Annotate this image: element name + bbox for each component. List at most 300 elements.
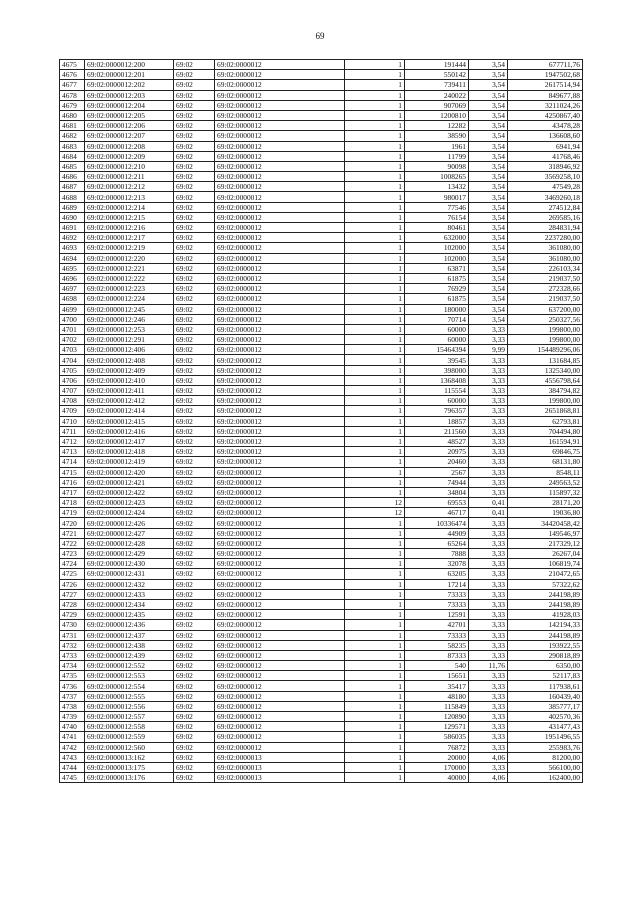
specific-value-cell: 3,33 — [469, 467, 508, 477]
table-row — [60, 355, 583, 365]
cadastral-number-cell: 69:02:0000012:246 — [85, 314, 174, 324]
table-row — [60, 70, 583, 80]
area-cell: 2567 — [405, 467, 469, 477]
row-number-cell: 4691 — [60, 223, 85, 233]
cadastral-quarter-cell: 69:02:0000012 — [215, 406, 345, 416]
cadastral-quarter-cell: 69:02:0000012 — [215, 243, 345, 253]
specific-value-cell: 3,33 — [469, 569, 508, 579]
cadastral-number-cell: 69:02:0000012:558 — [85, 722, 174, 732]
count-cell: 1 — [345, 151, 405, 161]
cadastral-value-cell: 106819,74 — [508, 559, 583, 569]
cadastral-number-cell: 69:02:0000012:221 — [85, 263, 174, 273]
table-row — [60, 131, 583, 141]
cadastral-number-cell: 69:02:0000012:430 — [85, 559, 174, 569]
cadastral-value-cell: 244198,89 — [508, 630, 583, 640]
table-row — [60, 141, 583, 151]
cadastral-number-cell: 69:02:0000012:217 — [85, 233, 174, 243]
district-code-cell: 69:02 — [174, 314, 215, 324]
cadastral-value-cell: 19036,80 — [508, 508, 583, 518]
count-cell: 1 — [345, 549, 405, 559]
count-cell: 1 — [345, 335, 405, 345]
row-number-cell: 4722 — [60, 538, 85, 548]
table-row — [60, 549, 583, 559]
count-cell: 1 — [345, 263, 405, 273]
row-number-cell: 4735 — [60, 671, 85, 681]
count-cell: 12 — [345, 508, 405, 518]
count-cell: 1 — [345, 640, 405, 650]
area-cell: 20460 — [405, 457, 469, 467]
cadastral-number-cell: 69:02:0000012:439 — [85, 650, 174, 660]
count-cell: 1 — [345, 100, 405, 110]
district-code-cell: 69:02 — [174, 640, 215, 650]
row-number-cell: 4698 — [60, 294, 85, 304]
area-cell: 191444 — [405, 60, 469, 70]
count-cell: 1 — [345, 121, 405, 131]
cadastral-value-cell: 115897,32 — [508, 487, 583, 497]
cadastral-value-cell: 193922,55 — [508, 640, 583, 650]
cadastral-number-cell: 69:02:0000012:224 — [85, 294, 174, 304]
specific-value-cell: 3,54 — [469, 243, 508, 253]
count-cell: 1 — [345, 447, 405, 457]
count-cell: 1 — [345, 426, 405, 436]
row-number-cell: 4705 — [60, 365, 85, 375]
cadastral-value-cell: 217329,12 — [508, 538, 583, 548]
cadastral-quarter-cell: 69:02:0000012 — [215, 365, 345, 375]
cadastral-quarter-cell: 69:02:0000012 — [215, 416, 345, 426]
table-row — [60, 518, 583, 528]
count-cell: 1 — [345, 569, 405, 579]
cadastral-quarter-cell: 69:02:0000012 — [215, 182, 345, 192]
area-cell: 65264 — [405, 538, 469, 548]
table-row — [60, 610, 583, 620]
cadastral-quarter-cell: 69:02:0000012 — [215, 273, 345, 283]
area-cell: 7888 — [405, 549, 469, 559]
specific-value-cell: 3,33 — [469, 610, 508, 620]
cadastral-quarter-cell: 69:02:0000012 — [215, 90, 345, 100]
count-cell: 1 — [345, 406, 405, 416]
count-cell: 1 — [345, 467, 405, 477]
specific-value-cell: 3,33 — [469, 599, 508, 609]
area-cell: 540 — [405, 661, 469, 671]
cadastral-quarter-cell: 69:02:0000012 — [215, 671, 345, 681]
district-code-cell: 69:02 — [174, 487, 215, 497]
count-cell: 1 — [345, 650, 405, 660]
row-number-cell: 4737 — [60, 691, 85, 701]
district-code-cell: 69:02 — [174, 212, 215, 222]
row-number-cell: 4675 — [60, 60, 85, 70]
row-number-cell: 4699 — [60, 304, 85, 314]
cadastral-value-cell: 637200,00 — [508, 304, 583, 314]
row-number-cell: 4742 — [60, 742, 85, 752]
table-row — [60, 324, 583, 334]
specific-value-cell: 3,33 — [469, 386, 508, 396]
cadastral-value-cell: 1325340,00 — [508, 365, 583, 375]
cadastral-number-cell: 69:02:0000012:438 — [85, 640, 174, 650]
table-row — [60, 579, 583, 589]
cadastral-value-cell: 161594,91 — [508, 436, 583, 446]
cadastral-value-cell: 117938,61 — [508, 681, 583, 691]
cadastral-number-cell: 69:02:0000012:207 — [85, 131, 174, 141]
cadastral-number-cell: 69:02:0000012:216 — [85, 223, 174, 233]
count-cell: 1 — [345, 712, 405, 722]
district-code-cell: 69:02 — [174, 762, 215, 772]
cadastral-value-cell: 28171,20 — [508, 498, 583, 508]
cadastral-value-cell: 52117,83 — [508, 671, 583, 681]
cadastral-number-cell: 69:02:0000012:201 — [85, 70, 174, 80]
area-cell: 102000 — [405, 253, 469, 263]
district-code-cell: 69:02 — [174, 518, 215, 528]
table-row — [60, 426, 583, 436]
count-cell: 1 — [345, 131, 405, 141]
area-cell: 102000 — [405, 243, 469, 253]
table-row — [60, 121, 583, 131]
count-cell: 1 — [345, 661, 405, 671]
count-cell: 1 — [345, 284, 405, 294]
district-code-cell: 69:02 — [174, 559, 215, 569]
area-cell: 10336474 — [405, 518, 469, 528]
cadastral-quarter-cell: 69:02:0000012 — [215, 549, 345, 559]
district-code-cell: 69:02 — [174, 141, 215, 151]
cadastral-quarter-cell: 69:02:0000012 — [215, 100, 345, 110]
district-code-cell: 69:02 — [174, 436, 215, 446]
cadastral-quarter-cell: 69:02:0000012 — [215, 263, 345, 273]
area-cell: 1961 — [405, 141, 469, 151]
district-code-cell: 69:02 — [174, 569, 215, 579]
cadastral-value-cell: 199800,00 — [508, 335, 583, 345]
cadastral-value-cell: 57322,62 — [508, 579, 583, 589]
count-cell: 1 — [345, 355, 405, 365]
area-cell: 180000 — [405, 304, 469, 314]
cadastral-quarter-cell: 69:02:0000012 — [215, 538, 345, 548]
area-cell: 73333 — [405, 589, 469, 599]
area-cell: 18857 — [405, 416, 469, 426]
cadastral-number-cell: 69:02:0000012:411 — [85, 386, 174, 396]
specific-value-cell: 3,33 — [469, 518, 508, 528]
district-code-cell: 69:02 — [174, 355, 215, 365]
cadastral-quarter-cell: 69:02:0000012 — [215, 599, 345, 609]
cadastral-quarter-cell: 69:02:0000012 — [215, 253, 345, 263]
area-cell: 61875 — [405, 273, 469, 283]
area-cell: 60000 — [405, 396, 469, 406]
table-row — [60, 284, 583, 294]
specific-value-cell: 3,33 — [469, 426, 508, 436]
count-cell: 1 — [345, 172, 405, 182]
row-number-cell: 4684 — [60, 151, 85, 161]
cadastral-value-cell: 219037,50 — [508, 294, 583, 304]
area-cell: 38590 — [405, 131, 469, 141]
table-row — [60, 304, 583, 314]
row-number-cell: 4709 — [60, 406, 85, 416]
specific-value-cell: 3,54 — [469, 212, 508, 222]
cadastral-value-cell: 272328,66 — [508, 284, 583, 294]
district-code-cell: 69:02 — [174, 599, 215, 609]
area-cell: 15464394 — [405, 345, 469, 355]
cadastral-value-cell: 4556798,64 — [508, 375, 583, 385]
cadastral-quarter-cell: 69:02:0000012 — [215, 284, 345, 294]
area-cell: 48527 — [405, 436, 469, 446]
specific-value-cell: 3,33 — [469, 589, 508, 599]
area-cell: 73333 — [405, 599, 469, 609]
table-row — [60, 110, 583, 120]
area-cell: 115849 — [405, 701, 469, 711]
table-row — [60, 314, 583, 324]
row-number-cell: 4729 — [60, 610, 85, 620]
district-code-cell: 69:02 — [174, 538, 215, 548]
cadastral-quarter-cell: 69:02:0000012 — [215, 233, 345, 243]
cadastral-number-cell: 69:02:0000012:412 — [85, 396, 174, 406]
count-cell: 1 — [345, 579, 405, 589]
count-cell: 1 — [345, 294, 405, 304]
row-number-cell: 4681 — [60, 121, 85, 131]
specific-value-cell: 3,54 — [469, 314, 508, 324]
cadastral-quarter-cell: 69:02:0000012 — [215, 304, 345, 314]
cadastral-quarter-cell: 69:02:0000012 — [215, 589, 345, 599]
cadastral-value-cell: 8548,11 — [508, 467, 583, 477]
area-cell: 34804 — [405, 487, 469, 497]
row-number-cell: 4677 — [60, 80, 85, 90]
cadastral-number-cell: 69:02:0000012:415 — [85, 416, 174, 426]
cadastral-number-cell: 69:02:0000012:222 — [85, 273, 174, 283]
cadastral-quarter-cell: 69:02:0000012 — [215, 712, 345, 722]
cadastral-value-cell: 274512,84 — [508, 202, 583, 212]
row-number-cell: 4738 — [60, 701, 85, 711]
area-cell: 60000 — [405, 324, 469, 334]
table-row — [60, 538, 583, 548]
specific-value-cell: 3,33 — [469, 559, 508, 569]
specific-value-cell: 3,33 — [469, 762, 508, 772]
area-cell: 61875 — [405, 294, 469, 304]
district-code-cell: 69:02 — [174, 722, 215, 732]
district-code-cell: 69:02 — [174, 589, 215, 599]
district-code-cell: 69:02 — [174, 90, 215, 100]
count-cell: 1 — [345, 681, 405, 691]
cadastral-number-cell: 69:02:0000012:416 — [85, 426, 174, 436]
table-row — [60, 416, 583, 426]
cadastral-quarter-cell: 69:02:0000012 — [215, 396, 345, 406]
area-cell: 39545 — [405, 355, 469, 365]
cadastral-number-cell: 69:02:0000012:418 — [85, 447, 174, 457]
district-code-cell: 69:02 — [174, 447, 215, 457]
district-code-cell: 69:02 — [174, 161, 215, 171]
district-code-cell: 69:02 — [174, 60, 215, 70]
cadastral-quarter-cell: 69:02:0000012 — [215, 620, 345, 630]
specific-value-cell: 3,33 — [469, 335, 508, 345]
specific-value-cell: 4,06 — [469, 752, 508, 762]
count-cell: 1 — [345, 701, 405, 711]
cadastral-value-cell: 3569258,10 — [508, 172, 583, 182]
district-code-cell: 69:02 — [174, 345, 215, 355]
area-cell: 73333 — [405, 630, 469, 640]
cadastral-quarter-cell: 69:02:0000012 — [215, 192, 345, 202]
district-code-cell: 69:02 — [174, 508, 215, 518]
cadastral-number-cell: 69:02:0000012:408 — [85, 355, 174, 365]
count-cell: 1 — [345, 742, 405, 752]
table-row — [60, 161, 583, 171]
table-row — [60, 345, 583, 355]
table-row — [60, 559, 583, 569]
cadastral-value-cell: 269585,16 — [508, 212, 583, 222]
row-number-cell: 4687 — [60, 182, 85, 192]
area-cell: 80461 — [405, 223, 469, 233]
district-code-cell: 69:02 — [174, 549, 215, 559]
cadastral-number-cell: 69:02:0000012:202 — [85, 80, 174, 90]
row-number-cell: 4688 — [60, 192, 85, 202]
cadastral-quarter-cell: 69:02:0000012 — [215, 172, 345, 182]
count-cell: 1 — [345, 304, 405, 314]
cadastral-quarter-cell: 69:02:0000012 — [215, 681, 345, 691]
cadastral-value-cell: 361080,00 — [508, 253, 583, 263]
count-cell: 1 — [345, 243, 405, 253]
cadastral-number-cell: 69:02:0000012:555 — [85, 691, 174, 701]
row-number-cell: 4700 — [60, 314, 85, 324]
cadastral-value-cell: 62793,81 — [508, 416, 583, 426]
district-code-cell: 69:02 — [174, 457, 215, 467]
district-code-cell: 69:02 — [174, 426, 215, 436]
table-row — [60, 599, 583, 609]
area-cell: 1368408 — [405, 375, 469, 385]
cadastral-number-cell: 69:02:0000012:211 — [85, 172, 174, 182]
row-number-cell: 4718 — [60, 498, 85, 508]
area-cell: 48180 — [405, 691, 469, 701]
area-cell: 12591 — [405, 610, 469, 620]
specific-value-cell: 0,41 — [469, 498, 508, 508]
cadastral-quarter-cell: 69:02:0000012 — [215, 110, 345, 120]
district-code-cell: 69:02 — [174, 284, 215, 294]
table-row — [60, 375, 583, 385]
count-cell: 1 — [345, 273, 405, 283]
specific-value-cell: 3,33 — [469, 691, 508, 701]
row-number-cell: 4710 — [60, 416, 85, 426]
count-cell: 1 — [345, 90, 405, 100]
cadastral-value-cell: 160439,40 — [508, 691, 583, 701]
area-cell: 69553 — [405, 498, 469, 508]
table-row — [60, 650, 583, 660]
cadastral-number-cell: 69:02:0000012:552 — [85, 661, 174, 671]
count-cell: 1 — [345, 365, 405, 375]
cadastral-value-cell: 41928,03 — [508, 610, 583, 620]
cadastral-value-cell: 4250867,40 — [508, 110, 583, 120]
district-code-cell: 69:02 — [174, 773, 215, 783]
cadastral-value-cell: 199800,00 — [508, 324, 583, 334]
specific-value-cell: 3,33 — [469, 406, 508, 416]
row-number-cell: 4723 — [60, 549, 85, 559]
count-cell: 1 — [345, 70, 405, 80]
count-cell: 1 — [345, 732, 405, 742]
district-code-cell: 69:02 — [174, 100, 215, 110]
count-cell: 1 — [345, 314, 405, 324]
count-cell: 1 — [345, 375, 405, 385]
count-cell: 1 — [345, 386, 405, 396]
cadastral-value-cell: 43478,28 — [508, 121, 583, 131]
cadastral-quarter-cell: 69:02:0000012 — [215, 569, 345, 579]
row-number-cell: 4686 — [60, 172, 85, 182]
specific-value-cell: 3,33 — [469, 722, 508, 732]
cadastral-value-cell: 142194,33 — [508, 620, 583, 630]
specific-value-cell: 3,54 — [469, 182, 508, 192]
table-row — [60, 80, 583, 90]
specific-value-cell: 3,33 — [469, 477, 508, 487]
row-number-cell: 4714 — [60, 457, 85, 467]
cadastral-quarter-cell: 69:02:0000012 — [215, 610, 345, 620]
cadastral-quarter-cell: 69:02:0000012 — [215, 335, 345, 345]
count-cell: 1 — [345, 396, 405, 406]
specific-value-cell: 11,76 — [469, 661, 508, 671]
area-cell: 129571 — [405, 722, 469, 732]
district-code-cell: 69:02 — [174, 172, 215, 182]
table-row — [60, 508, 583, 518]
specific-value-cell: 3,54 — [469, 263, 508, 273]
row-number-cell: 4701 — [60, 324, 85, 334]
area-cell: 15651 — [405, 671, 469, 681]
table-row — [60, 192, 583, 202]
table-row — [60, 406, 583, 416]
count-cell: 1 — [345, 60, 405, 70]
cadastral-quarter-cell: 69:02:0000012 — [215, 386, 345, 396]
table-row — [60, 712, 583, 722]
area-cell: 76154 — [405, 212, 469, 222]
cadastral-value-cell: 210472,65 — [508, 569, 583, 579]
cadastral-number-cell: 69:02:0000012:410 — [85, 375, 174, 385]
row-number-cell: 4731 — [60, 630, 85, 640]
table-row — [60, 202, 583, 212]
cadastral-number-cell: 69:02:0000012:212 — [85, 182, 174, 192]
area-cell: 90098 — [405, 161, 469, 171]
specific-value-cell: 3,33 — [469, 630, 508, 640]
area-cell: 796357 — [405, 406, 469, 416]
area-cell: 20000 — [405, 752, 469, 762]
table-row — [60, 90, 583, 100]
table-row — [60, 620, 583, 630]
specific-value-cell: 3,33 — [469, 538, 508, 548]
cadastral-value-cell: 244198,89 — [508, 599, 583, 609]
district-code-cell: 69:02 — [174, 396, 215, 406]
area-cell: 398000 — [405, 365, 469, 375]
cadastral-value-cell: 244198,89 — [508, 589, 583, 599]
area-cell: 76929 — [405, 284, 469, 294]
cadastral-quarter-cell: 69:02:0000012 — [215, 477, 345, 487]
cadastral-number-cell: 69:02:0000012:554 — [85, 681, 174, 691]
specific-value-cell: 3,33 — [469, 487, 508, 497]
specific-value-cell: 3,54 — [469, 294, 508, 304]
table-row — [60, 263, 583, 273]
cadastral-number-cell: 69:02:0000012:420 — [85, 467, 174, 477]
specific-value-cell: 3,54 — [469, 70, 508, 80]
table-row — [60, 243, 583, 253]
row-number-cell: 4679 — [60, 100, 85, 110]
cadastral-number-cell: 69:02:0000012:406 — [85, 345, 174, 355]
table-row — [60, 457, 583, 467]
cadastral-quarter-cell: 69:02:0000012 — [215, 161, 345, 171]
row-number-cell: 4743 — [60, 752, 85, 762]
cadastral-number-cell: 69:02:0000012:206 — [85, 121, 174, 131]
row-number-cell: 4692 — [60, 233, 85, 243]
cadastral-value-cell: 249563,52 — [508, 477, 583, 487]
cadastral-value-cell: 81200,00 — [508, 752, 583, 762]
cadastral-value-cell: 290818,89 — [508, 650, 583, 660]
cadastral-quarter-cell: 69:02:0000012 — [215, 121, 345, 131]
district-code-cell: 69:02 — [174, 110, 215, 120]
table-row — [60, 589, 583, 599]
specific-value-cell: 3,54 — [469, 233, 508, 243]
specific-value-cell: 3,33 — [469, 396, 508, 406]
cadastral-number-cell: 69:02:0000012:436 — [85, 620, 174, 630]
table-row — [60, 273, 583, 283]
cadastral-number-cell: 69:02:0000012:553 — [85, 671, 174, 681]
table-row — [60, 386, 583, 396]
row-number-cell: 4736 — [60, 681, 85, 691]
row-number-cell: 4730 — [60, 620, 85, 630]
cadastral-value-cell: 136608,60 — [508, 131, 583, 141]
